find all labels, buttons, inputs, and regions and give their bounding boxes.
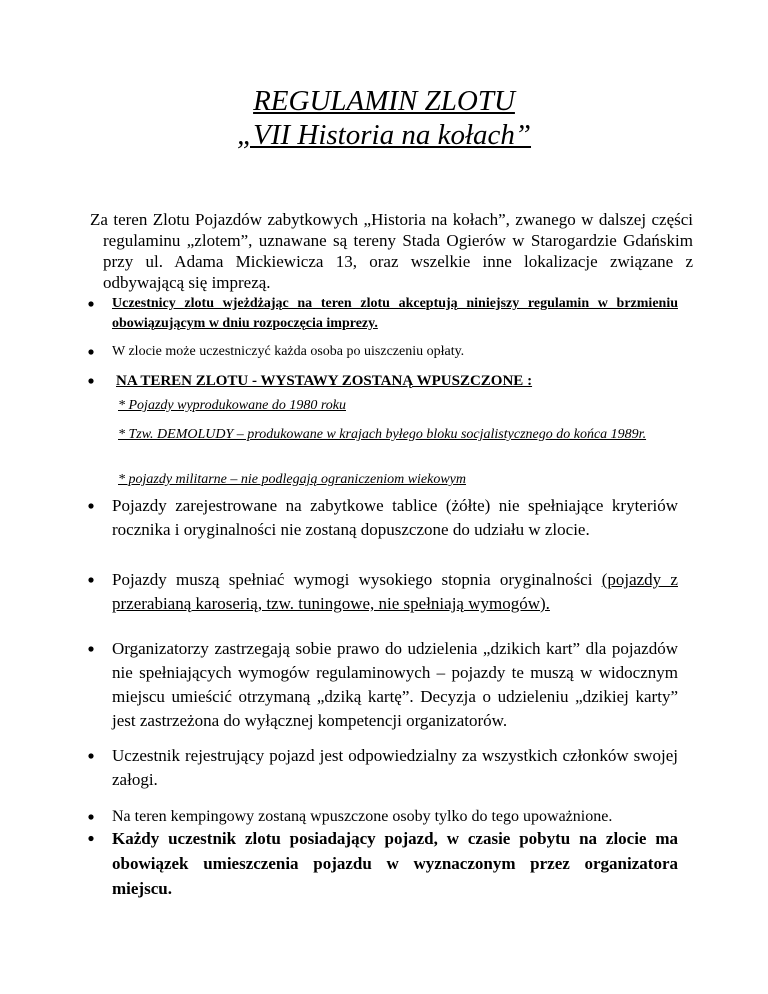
rule-item (88, 568, 678, 616)
rule-text: Na teren kempingowy zostaną wpuszczone osoby tylko do tego upoważnione. (112, 808, 613, 825)
rule-text: Uczestnik rejestrujący pojazd jest odpowiedzialny za wszystkich członków swojej załogi. (112, 746, 678, 789)
document-title: REGULAMIN ZLOTU (253, 85, 515, 117)
rule-text: Organizatorzy zastrzegają sobie prawo do udzielenia „dzikich kart” dla pojazdów nie spełniających wymogów regulaminowych – pojazdy te muszą w widocznym miejscu umieścić otrzymaną „dziką kartę”. Decyzja o udzieleniu „dzikiej karty” jest zastrzeżona do wyłącznej kompetencji organizatorów. (112, 639, 678, 730)
vehicle-category: * Tzw. DEMOLUDY – produkowane w krajach byłego bloku socjalistycznego do końca 1989r. (118, 427, 647, 442)
intro-paragraph: Za teren Zlotu Pojazdów zabytkowych „Historia na kołach”, zwanego w dalszej części regulaminu „zlotem”, uznawane są tereny Stada Ogierów w Starogardzie Gdańskim przy ul. Adama Mickiewicza 13, oraz wszelkie inne lokalizacje związane z odbywającą się imprezą. (90, 210, 693, 292)
bullet-icon (88, 637, 108, 661)
rule-item (88, 343, 678, 361)
rule-text: Każdy uczestnik zlotu posiadający pojazd, w czasie pobytu na zlocie ma obowiązek umieszczenia pojazdu w wyznaczonym przez organizatora miejscu. (112, 829, 678, 898)
bullet-icon (88, 568, 108, 592)
rule-item (88, 806, 678, 828)
rule-item (88, 826, 678, 901)
rule-item (88, 294, 678, 334)
rule-item (88, 371, 678, 391)
bullet-icon (88, 826, 108, 851)
rule-text: Pojazdy zarejestrowane na zabytkowe tablice (żółte) nie spełniające kryteriów rocznika i oryginalności nie zostaną dopuszczone do udziału w zlocie. (112, 496, 678, 539)
vehicle-category: * pojazdy militarne – nie podlegają ograniczeniom wiekowym (118, 472, 467, 487)
bullet-icon (88, 294, 108, 314)
rule-text: NA TEREN ZLOTU - WYSTAWY ZOSTANĄ WPUSZCZONE : (116, 373, 533, 389)
bullet-icon (88, 494, 108, 518)
document-subtitle: „VII Historia na kołach” (236, 119, 532, 151)
rule-item (88, 637, 678, 733)
rule-text: Uczestnicy zlotu wjeżdżając na teren zlotu akceptują niniejszy regulamin w brzmieniu obowiązującym w dniu rozpoczęcia imprezy. (112, 296, 678, 331)
bullet-icon (88, 806, 108, 828)
bullet-icon (88, 744, 108, 768)
rule-item (88, 744, 678, 792)
rule-item (88, 494, 678, 542)
vehicle-category: * Pojazdy wyprodukowane do 1980 roku (118, 398, 346, 413)
bullet-icon (88, 343, 108, 361)
rule-text-underlined: (pojazdy z przerabianą karoserią, tzw. tuningowe, nie spełniają wymogów). (112, 570, 678, 613)
rule-text: W zlocie może uczestniczyć każda osoba po uiszczeniu opłaty. (112, 344, 465, 359)
bullet-icon (88, 371, 108, 391)
rule-text-plain: Pojazdy muszą spełniać wymogi wysokiego stopnia oryginalności (112, 570, 602, 589)
rule-text (112, 568, 678, 616)
